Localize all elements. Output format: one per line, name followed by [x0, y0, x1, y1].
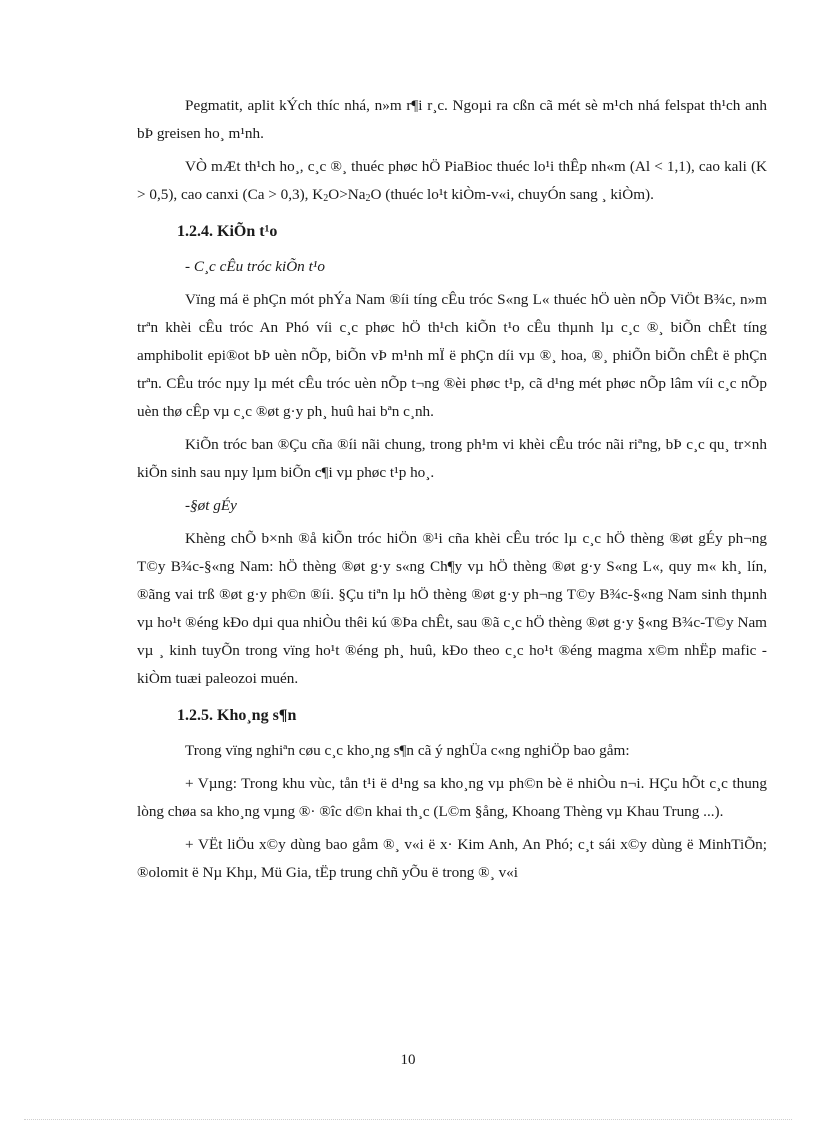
page-bottom-divider: [24, 1119, 792, 1120]
paragraph-minerals-intro: Trong vïng nghiªn cøu c¸c kho¸ng s¶n cã ý nghÜa c«ng nghiÖp bao gåm:: [185, 742, 630, 759]
paragraph-structure: Vïng má ë phÇn mót phÝa Nam ®íi tíng cÊu tróc S«ng L« thuéc hÖ uèn nÕp ViÖt B¾c, n»m trªn khèi cÊu tróc An Phó víi c¸c phøc hÖ th¹ch kiÕn t¹o cÊu thµnh lµ c¸c ®¸ biÕn chÊt tíng amphibolit epi®ot bÞ uèn nÕp, biÕn vÞ m¹nh mÏ ë phÇn díi vµ ®¸ hoa, ®¸ phiÕn biÕn chÊt ë phÇn trªn. CÊu tróc nµy lµ mét cÊu tróc uèn nÕp t¬ng ®èi phøc t¹p, cã d¹ng mét phøc nÕp lâm víi c¸c nÕp uèn thø cÊp vµ c¸c ®øt g·y ph¸ huû hai bªn c¸nh.: [137, 291, 767, 420]
paragraph-building-materials: + VËt liÖu x©y dùng bao gåm ®¸ v«i ë x· Kim Anh, An Phó; c¸t sái x©y dùng ë MinhTiÕn; ®olomit ë Nµ Khµ, Mü Gia, tËp trung chñ yÕu ë trong ®¸ v«i: [137, 836, 767, 881]
petrochemistry-text-2: O>Na: [328, 186, 366, 203]
paragraph-petrochemistry: [137, 153, 767, 209]
heading-minerals: 1.2.5. Kho¸ng s¶n: [177, 707, 297, 724]
petrochemistry-text-1: VÒ mÆt th¹ch ho¸, c¸c ®¸ thuéc phøc hÖ PiaBioc thuéc lo¹i thÊp nh«m (Al < 1,1), cao kali (K > 0,5), cao canxi (Ca > 0,3), K: [137, 158, 767, 203]
heading-tectonics: 1.2.4. KiÕn t¹o: [177, 223, 278, 240]
page-body: [137, 92, 767, 892]
k2o-subscript: 2: [323, 193, 329, 204]
paragraph-pegmatite: Pegmatit, aplit kÝch thíc nhá, n»m r¶i r¸c. Ngoµi ra cßn cã mét sè m¹ch nhá felspat th¹ch anh bÞ greisen ho¸ m¹nh.: [137, 97, 767, 142]
petrochemistry-text-3: O (thuéc lo¹t kiÒm-v«i, chuyÓn sang ¸ kiÒm).: [370, 186, 654, 203]
subheading-faults: -§øt gÉy: [185, 497, 237, 514]
paragraph-faults: Khèng chÕ b×nh ®å kiÕn tróc hiÖn ®¹i cña khèi cÊu tróc lµ c¸c hÖ thèng ®øt gÉy ph¬ng T©y B¾c-§«ng Nam: hÖ thèng ®øt g·y s«ng Ch¶y vµ hÖ thèng ®øt g·y S«ng L«, quy m« kh¸ lín, ®ãng vai trß ®øt g·y ph©n ®íi. §Çu tiªn lµ hÖ thèng ®øt g·y ph¬ng T©y B¾c-§«ng Nam sinh thµnh vµ ho¹t ®éng kÐo dµi qua nhiÒu thêi kú ®Þa chÊt, sau ®ã c¸c hÖ thèng ®øt g·y §«ng B¾c-T©y Nam vµ ¸ kinh tuyÕn trong vïng ho¹t ®éng ph¸ huû, kÐo theo c¸c ho¹t ®éng magma x©m nhËp mafic - kiÒm tuæi paleozoi muén.: [137, 530, 767, 687]
page-number: 10: [400, 1052, 416, 1068]
paragraph-architecture: KiÕn tróc ban ®Çu cña ®íi nãi chung, trong ph¹m vi khèi cÊu tróc nãi riªng, bÞ c¸c qu¸ tr×nh kiÕn sinh sau nµy lµm biÕn c¶i vµ phøc t¹p ho¸.: [137, 436, 767, 481]
paragraph-gold: + Vµng: Trong khu vùc, tån t¹i ë d¹ng sa kho¸ng vµ ph©n bè ë nhiÒu n¬i. HÇu hÕt c¸c thung lòng chøa sa kho¸ng vµng ®· ®îc d©n khai th¸c (L©m §ång, Khoang Thèng vµ Khau Trung ...).: [137, 775, 767, 820]
na2o-subscript: 2: [365, 193, 371, 204]
subheading-tectonic-structures: - C¸c cÊu tróc kiÕn t¹o: [185, 258, 325, 275]
